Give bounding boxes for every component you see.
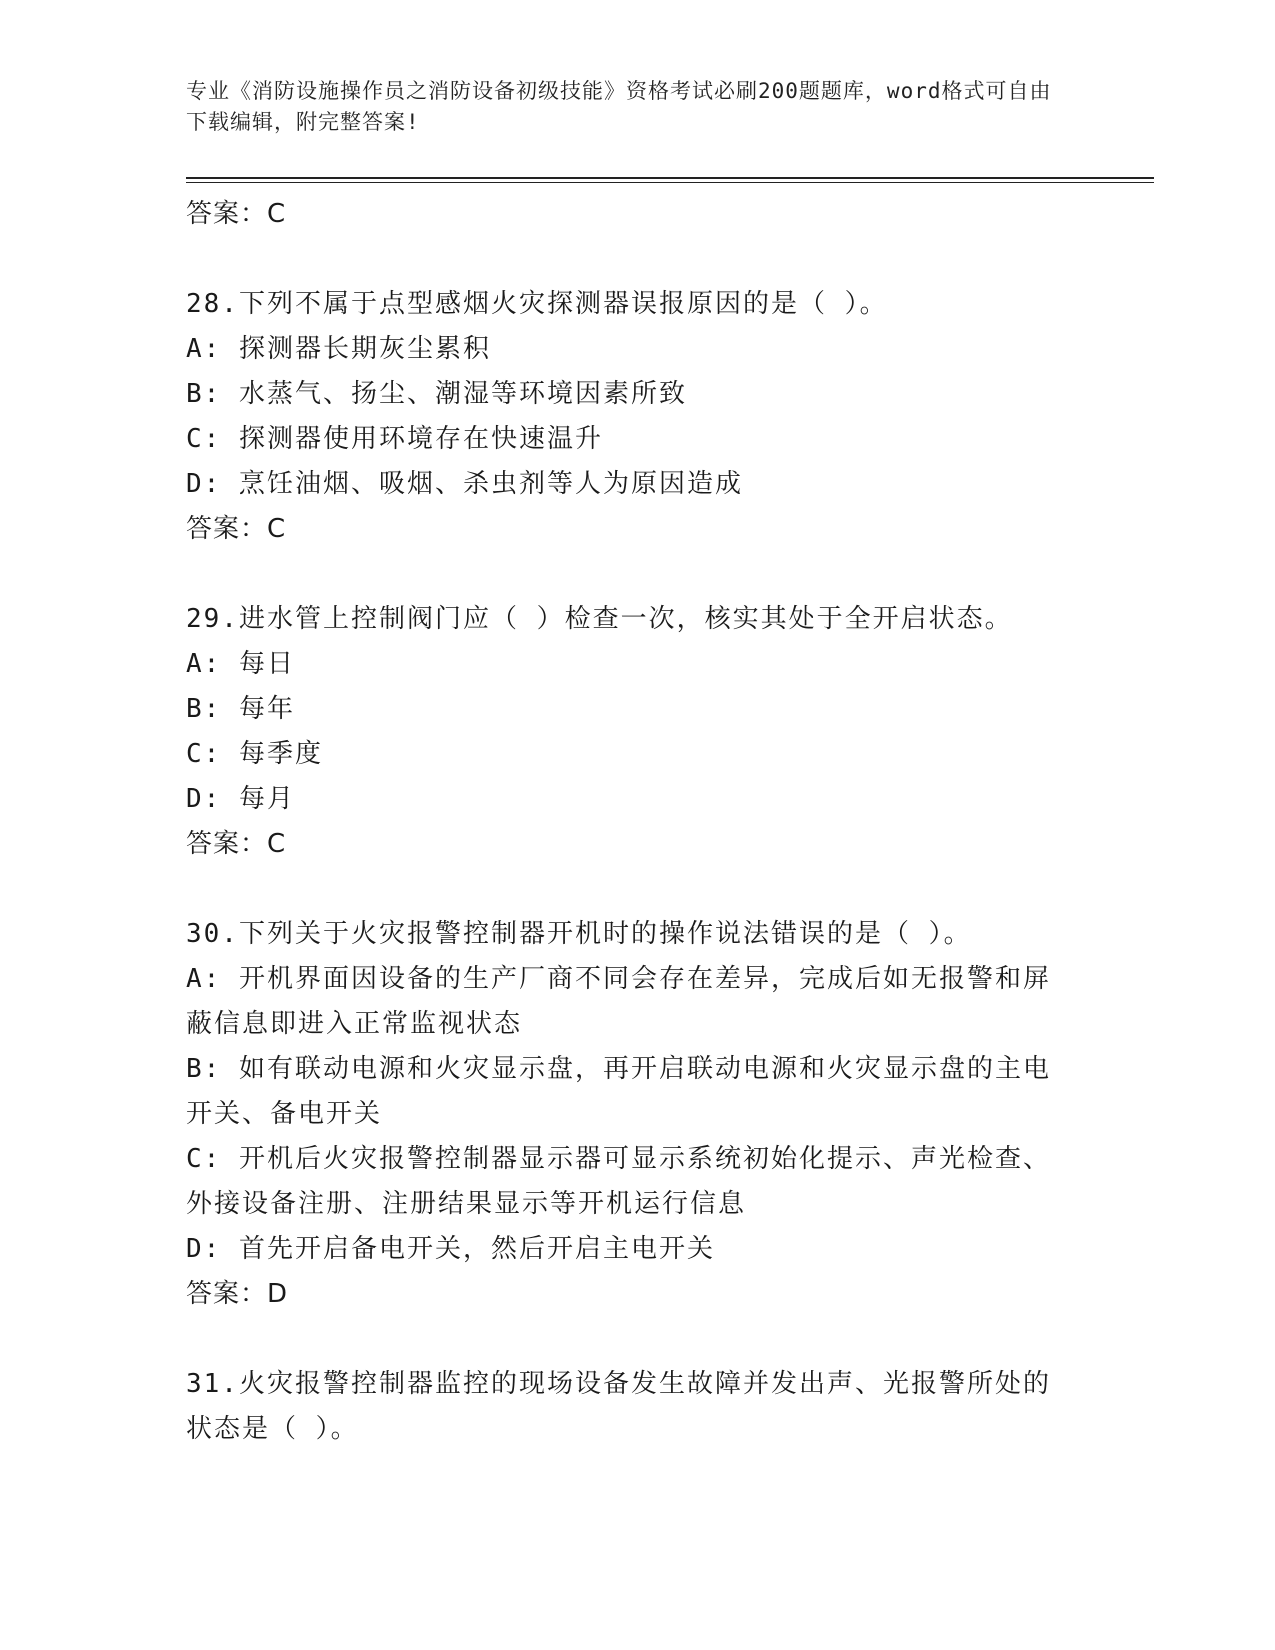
question-list bbox=[186, 192, 1076, 1452]
option-d: D: 每月 bbox=[186, 784, 295, 814]
option-c: C: 每季度 bbox=[186, 739, 323, 769]
question-stem: 28.下列不属于点型感烟火灾探测器误报原因的是（ ）。 bbox=[186, 289, 888, 319]
header-divider-thick bbox=[186, 177, 1154, 179]
document-header: 专业《消防设施操作员之消防设备初级技能》资格考试必刷200题题库，word格式可自由下载编辑，附完整答案! bbox=[186, 79, 1052, 134]
answer: 答案：C bbox=[186, 829, 287, 859]
header-divider-thin bbox=[186, 182, 1154, 183]
question-31 bbox=[186, 1362, 1076, 1452]
option-d: D: 烹饪油烟、吸烟、杀虫剂等人为原因造成 bbox=[186, 469, 743, 499]
option-c: C: 探测器使用环境存在快速温升 bbox=[186, 424, 603, 454]
option-b: B: 如有联动电源和火灾显示盘，再开启联动电源和火灾显示盘的主电开关、备电开关 bbox=[186, 1054, 1051, 1129]
question-28 bbox=[186, 282, 1076, 552]
question-30 bbox=[186, 912, 1076, 1317]
option-a: A: 开机界面因设备的生产厂商不同会存在差异，完成后如无报警和屏蔽信息即进入正常监视状态 bbox=[186, 964, 1051, 1039]
answer: 答案：D bbox=[186, 1279, 289, 1309]
option-c: C: 开机后火灾报警控制器显示器可显示系统初始化提示、声光检查、外接设备注册、注册结果显示等开机运行信息 bbox=[186, 1144, 1051, 1219]
question-29 bbox=[186, 597, 1076, 867]
answer: 答案：C bbox=[186, 514, 287, 544]
option-d: D: 首先开启备电开关，然后开启主电开关 bbox=[186, 1234, 715, 1264]
option-b: B: 每年 bbox=[186, 694, 295, 724]
question-stem: 30.下列关于火灾报警控制器开机时的操作说法错误的是（ ）。 bbox=[186, 919, 972, 949]
question-stem: 31.火灾报警控制器监控的现场设备发生故障并发出声、光报警所处的状态是（ ）。 bbox=[186, 1369, 1051, 1444]
previous-answer: 答案：C bbox=[186, 199, 287, 229]
question-stem: 29.进水管上控制阀门应（ ）检查一次，核实其处于全开启状态。 bbox=[186, 604, 1013, 634]
option-a: A: 每日 bbox=[186, 649, 295, 679]
option-a: A: 探测器长期灰尘累积 bbox=[186, 334, 491, 364]
option-b: B: 水蒸气、扬尘、潮湿等环境因素所致 bbox=[186, 379, 687, 409]
